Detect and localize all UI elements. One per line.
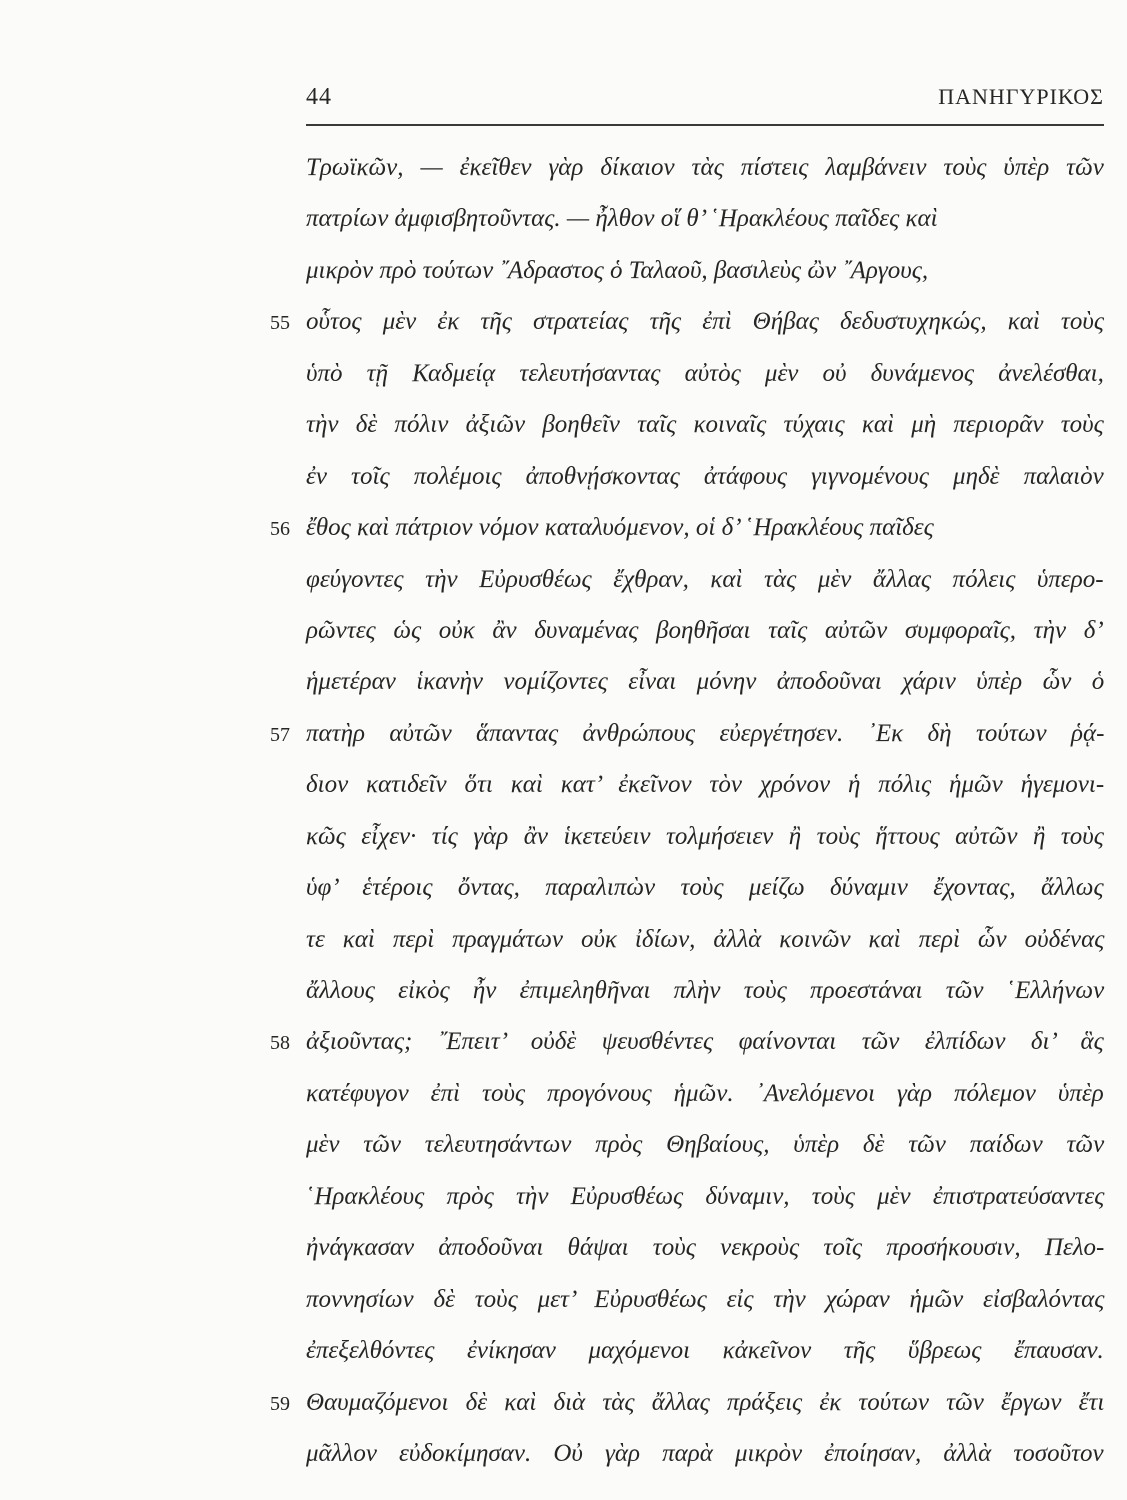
text-line xyxy=(306,199,1106,250)
line-text: ὑφ’ ἑτέροις ὄντας, παραλιπὼν τοὺς μείζω δύναμιν ἔχοντας, ἄλλως xyxy=(306,874,1104,902)
line-text: πατὴρ αὐτῶν ἅπαντας ἀνθρώπους εὐεργέτησεν. ᾿Εκ δὴ τούτων ῥᾴ- xyxy=(306,719,1105,747)
header-rule xyxy=(306,124,1104,126)
line-text: ἡμετέραν ἱκανὴν νομίζοντες εἶναι μόνην ἀποδοῦναι χάριν ὑπὲρ ὧν ὁ xyxy=(306,668,1105,696)
line-text: μᾶλλον εὐδοκίμησαν. Οὐ γὰρ παρὰ μικρὸν ἐποίησαν, ἀλλὰ τοσοῦτον xyxy=(306,1439,1104,1467)
line-text: ἐπεξελθόντες ἐνίκησαν μαχόμενοι κἀκεῖνον τῆς ὕβρεως ἔπαυσαν. xyxy=(306,1337,1104,1365)
line-text: ἄλλους εἰκὸς ἦν ἐπιμεληθῆναι πλὴν τοὺς προεστάναι τῶν ῾Ελλήνων xyxy=(306,977,1105,1004)
text-line xyxy=(270,302,1106,353)
text-line xyxy=(306,1331,1106,1382)
section-number: 58 xyxy=(270,1032,290,1055)
running-title: ΠΑΝΗΓΥΡΙΚΟΣ xyxy=(938,84,1104,109)
line-text: ρῶντες ὡς οὐκ ἂν δυναμένας βοηθῆσαι ταῖς αὐτῶν συμφοραῖς, τὴν δ’ xyxy=(306,616,1104,644)
text-line xyxy=(306,765,1106,816)
line-text: φεύγοντες τὴν Εὐρυσθέως ἔχθραν, καὶ τὰς μὲν ἄλλας πόλεις ὑπερο- xyxy=(306,565,1104,593)
line-text: διον κατιδεῖν ὅτι καὶ κατ’ ἐκεῖνον τὸν χρόνον ἡ πόλις ἡμῶν ἡγεμονι- xyxy=(306,771,1105,799)
line-text: μικρὸν πρὸ τούτων ῎Αδραστος ὁ Ταλαοῦ, βασιλεὺς ὢν ῎Αργους, xyxy=(306,256,929,284)
text-line xyxy=(270,1383,1106,1434)
text-line xyxy=(306,457,1106,508)
text-line xyxy=(306,662,1106,713)
text-line xyxy=(270,714,1106,765)
text-line xyxy=(306,148,1106,199)
text-line xyxy=(306,868,1106,919)
line-text: κατέφυγον ἐπὶ τοὺς προγόνους ἡμῶν. ᾿Ανελόμενοι γὰρ πόλεμον ὑπὲρ xyxy=(306,1079,1104,1107)
section-number: 56 xyxy=(270,518,290,541)
section-number: 57 xyxy=(270,723,290,746)
text-line xyxy=(306,251,1106,302)
text-line xyxy=(306,971,1106,1022)
section-number: 59 xyxy=(270,1392,290,1415)
page-header xyxy=(306,84,1104,124)
text-line xyxy=(306,560,1106,611)
text-line xyxy=(306,1280,1106,1331)
page-number: 44 xyxy=(306,84,332,110)
text-line xyxy=(270,508,1106,559)
text-line xyxy=(306,1228,1106,1279)
line-text: ἀξιοῦντας; ῎Επειτ’ οὐδὲ ψευσθέντες φαίνονται τῶν ἐλπίδων δι’ ἃς xyxy=(306,1028,1104,1056)
line-text: Τρωϊκῶν, — ἐκεῖθεν γὰρ δίκαιον τὰς πίστεις λαμβάνειν τοὺς ὑπὲρ τῶν xyxy=(306,154,1104,181)
line-text: ἠνάγκασαν ἀποδοῦναι θάψαι τοὺς νεκροὺς τοῖς προσήκουσιν, Πελο- xyxy=(306,1234,1105,1262)
line-text: ὑπὸ τῇ Καδμείᾳ τελευτήσαντας αὐτὸς μὲν οὐ δυνάμενος ἀνελέσθαι, xyxy=(306,359,1104,387)
text-line xyxy=(270,1022,1106,1073)
line-text: ἐν τοῖς πολέμοις ἀποθνῄσκοντας ἀτάφους γιγνομένους μηδὲ παλαιὸν xyxy=(306,462,1104,490)
line-text: Θαυμαζόμενοι δὲ καὶ διὰ τὰς ἄλλας πράξεις ἐκ τούτων τῶν ἔργων ἔτι xyxy=(306,1388,1105,1416)
text-line xyxy=(306,1125,1106,1176)
text-line xyxy=(306,1074,1106,1125)
main-text xyxy=(270,148,1106,1485)
line-text: κῶς εἶχεν· τίς γὰρ ἂν ἱκετεύειν τολμήσειεν ἢ τοὺς ἥττους αὐτῶν ἢ τοὺς xyxy=(306,822,1104,850)
text-line xyxy=(306,354,1106,405)
text-line xyxy=(306,920,1106,971)
text-line xyxy=(306,405,1106,456)
line-text: μὲν τῶν τελευτησάντων πρὸς Θηβαίους, ὑπὲρ δὲ τῶν παίδων τῶν xyxy=(306,1131,1105,1159)
line-text: οὗτος μὲν ἐκ τῆς στρατείας τῆς ἐπὶ Θήβας δεδυστυχηκώς, καὶ τοὺς xyxy=(306,308,1104,336)
line-text: ποννησίων δὲ τοὺς μετ’ Εὐρυσθέως εἰς τὴν χώραν ἡμῶν εἰσβαλόντας xyxy=(306,1285,1105,1313)
line-text: τὴν δὲ πόλιν ἀξιῶν βοηθεῖν ταῖς κοιναῖς τύχαις καὶ μὴ περιορᾶν τοὺς xyxy=(306,411,1104,439)
line-text: τε καὶ περὶ πραγμάτων οὐκ ἰδίων, ἀλλὰ κοινῶν καὶ περὶ ὧν οὐδένας xyxy=(306,925,1105,953)
section-number: 55 xyxy=(270,312,290,335)
text-line xyxy=(306,1177,1106,1228)
line-text: πατρίων ἀμφισβητοῦντας. — ἦλθον οἵ θ’ ῾Ηρακλέους παῖδες καὶ xyxy=(306,205,938,233)
text-line xyxy=(306,817,1106,868)
line-text: ῾Ηρακλέους πρὸς τὴν Εὐρυσθέως δύναμιν, τοὺς μὲν ἐπιστρατεύσαντες xyxy=(306,1182,1105,1210)
text-line xyxy=(306,611,1106,662)
line-text: ἔθος καὶ πάτριον νόμον καταλυόμενον, οἱ δ’ ῾Ηρακλέους παῖδες xyxy=(306,514,934,542)
text-line xyxy=(306,1434,1106,1485)
